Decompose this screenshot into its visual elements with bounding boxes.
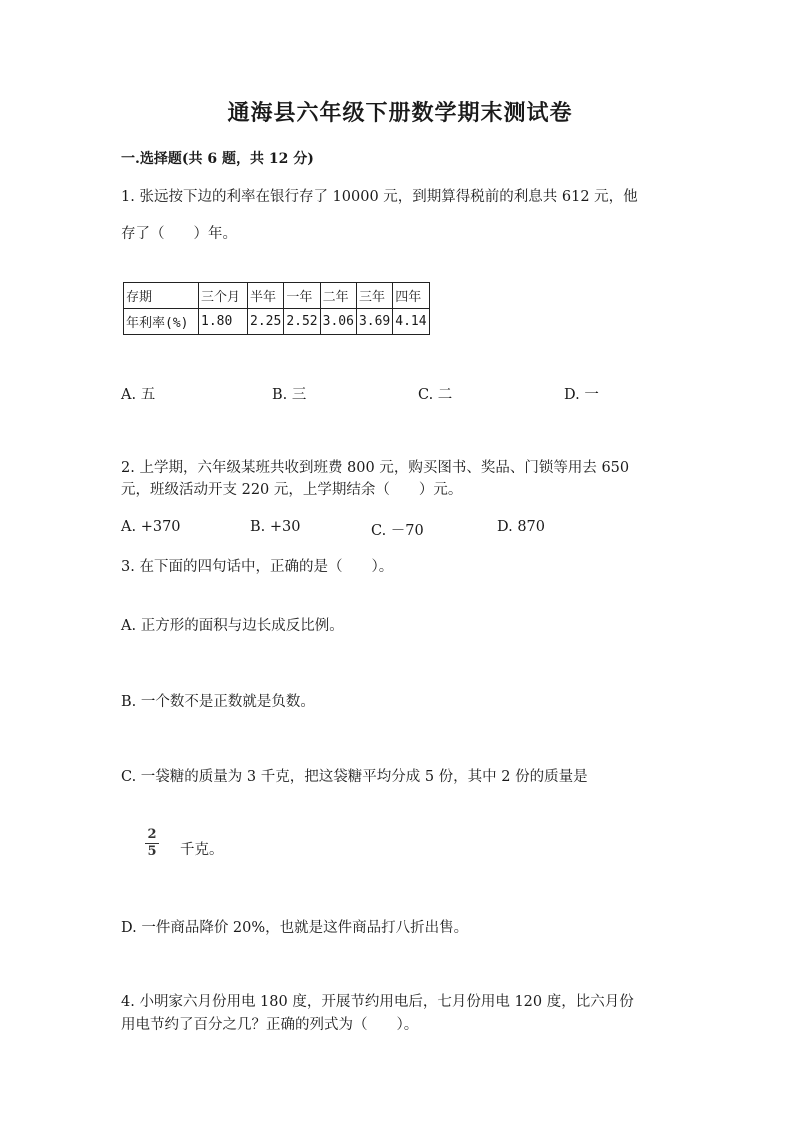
table-cell: 3.06 — [320, 309, 356, 335]
table-cell: 2.25 — [248, 309, 284, 335]
fraction-unit-text: 千克。 — [180, 842, 224, 858]
fraction-two-fifths — [145, 828, 159, 859]
table-cell: 3.69 — [356, 309, 392, 335]
question-1-line-2: 存了（ ）年。 — [121, 226, 237, 242]
table-cell: 年利率(%) — [124, 309, 199, 335]
table-row — [124, 309, 430, 335]
table-cell: 二年 — [320, 283, 356, 309]
table-cell: 1.80 — [199, 309, 248, 335]
table-cell: 半年 — [248, 283, 284, 309]
table-cell: 三个月 — [199, 283, 248, 309]
question-3-option-a: A. 正方形的面积与边长成反比例。 — [121, 618, 344, 634]
table-cell: 存期 — [124, 283, 199, 309]
question-3-option-c: C. 一袋糖的质量为 3 千克，把这袋糖平均分成 5 份，其中 2 份的质量是 — [121, 769, 588, 785]
question-2-option-b: B. +30 — [250, 519, 301, 535]
question-2-line-1: 2. 上学期，六年级某班共收到班费 800 元，购买图书、奖品、门锁等用去 650 — [121, 460, 630, 476]
page-title: 通海县六年级下册数学期末测试卷 — [227, 100, 573, 126]
table-cell: 三年 — [356, 283, 392, 309]
question-3-line-1: 3. 在下面的四句话中，正确的是（ ）。 — [121, 559, 394, 575]
question-4-line-2: 用电节约了百分之几？正确的列式为（ ）。 — [121, 1017, 419, 1033]
question-1-line-1: 1. 张远按下边的利率在银行存了 10000 元，到期算得税前的利息共 612 元，他 — [121, 189, 638, 205]
question-2-option-a: A. +370 — [121, 519, 181, 535]
table-cell: 一年 — [284, 283, 320, 309]
table-cell: 4.14 — [393, 309, 429, 335]
question-2-option-d: D. 870 — [497, 519, 546, 535]
question-2-option-c: C. －70 — [371, 523, 424, 539]
table-cell: 四年 — [393, 283, 429, 309]
question-1-option-a: A. 五 — [121, 387, 156, 403]
fraction-numerator: 2 — [147, 827, 157, 842]
question-1-option-b: B. 三 — [272, 387, 307, 403]
table-header-row — [124, 283, 430, 309]
question-2-line-2: 元，班级活动开支 220 元，上学期结余（ ）元。 — [121, 482, 463, 498]
section-heading: 一.选择题(共 6 题，共 12 分) — [121, 151, 314, 167]
fraction-denominator: 5 — [147, 844, 157, 859]
question-1-option-d: D. 一 — [564, 387, 599, 403]
question-3-option-b: B. 一个数不是正数就是负数。 — [121, 694, 315, 710]
interest-rate-table — [123, 282, 430, 335]
question-1-option-c: C. 二 — [418, 387, 453, 403]
table-cell: 2.52 — [284, 309, 320, 335]
question-3-option-d: D. 一件商品降价 20%，也就是这件商品打八折出售。 — [121, 920, 469, 936]
question-4-line-1: 4. 小明家六月份用电 180 度，开展节约用电后，七月份用电 120 度，比六月份 — [121, 994, 634, 1010]
